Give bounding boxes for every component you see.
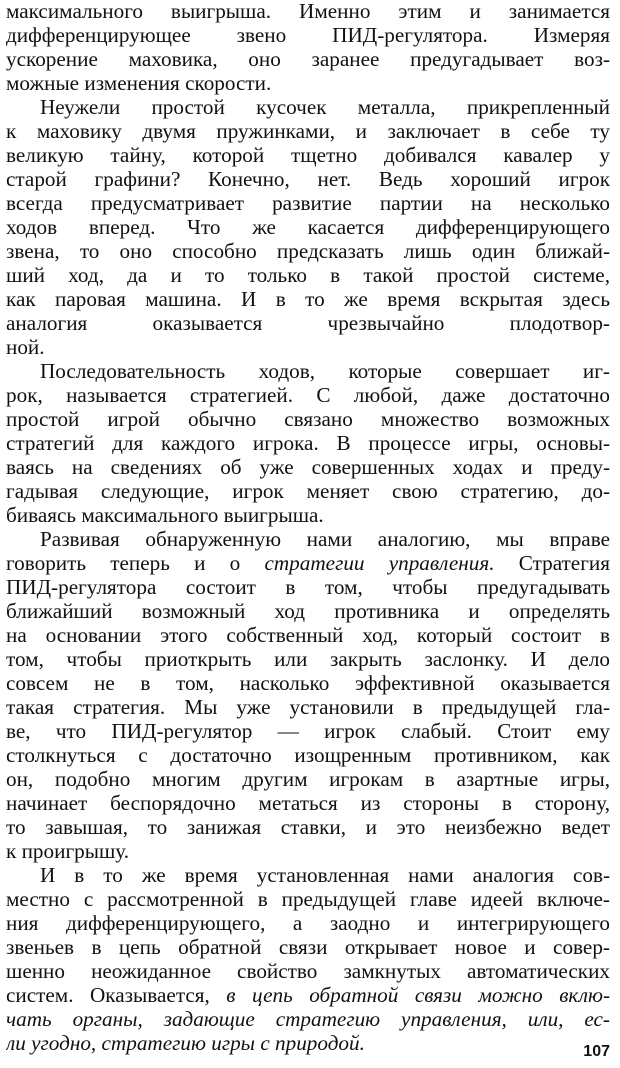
text-line: шенно неожиданное свойство замкнутых автоматических (6, 960, 610, 983)
text-line: Развивая обнаруженную нами аналогию, мы вправе (40, 528, 610, 551)
text-line: ускорение маховика, оно заранее предугадывает воз- (6, 48, 610, 71)
text-line: максимального выигрыша. Именно этим и занимается (6, 0, 610, 23)
text-line: великую тайну, которой тщетно добивался кавалер у (6, 144, 610, 167)
text-line: то завышая, то занижая ставки, и это неизбежно ведет (6, 816, 610, 839)
text-line: простой игрой обычно связано множество возможных (6, 408, 610, 431)
text-line: совсем не в том, насколько эффективной оказывается (6, 672, 610, 695)
text-line: ваясь на сведениях об уже совершенных ходах и преду- (6, 456, 610, 479)
text-line: ве, что ПИД-регулятор — игрок слабый. Стоит ему (6, 720, 610, 743)
text-line: на основании этого собственный ход, который состоит в (6, 624, 610, 647)
text-run: говорить теперь и о (6, 552, 265, 575)
italic-term: в цепь обратной связи можно вклю- (226, 984, 610, 1007)
text-line: ния дифференцирующего, а заодно и интегрирующего (6, 912, 610, 935)
text-line: ходов вперед. Что же касается дифференцирующего (6, 216, 610, 239)
text-line: местно с рассмотренной в предыдущей главе идеей включе- (6, 888, 610, 911)
text-line: ближайший возможный ход противника и определять (6, 600, 610, 623)
page-number: 107 (583, 1043, 610, 1060)
text-line: такая стратегия. Мы уже установили в предыдущей гла- (6, 696, 610, 719)
text-line: начинает беспорядочно метаться из стороны в сторону, (6, 792, 610, 815)
italic-term: стратегии управления. (264, 552, 495, 575)
text-line: старой графини? Конечно, нет. Ведь хороший игрок (6, 168, 610, 191)
text-line: том, чтобы приоткрыть или закрыть заслонку. И дело (6, 648, 610, 671)
text-line: ший ход, да и то только в такой простой системе, (6, 264, 610, 287)
text-line: к проигрышу. (6, 840, 130, 863)
text-line: столкнуться с достаточно изощренным противником, как (6, 744, 610, 767)
text-line: звеньев в цепь обратной связи открывает новое и совер- (6, 936, 610, 959)
text-line: ПИД-регулятора состоит в том, чтобы предугадывать (6, 576, 610, 599)
text-line (6, 984, 610, 1007)
text-run: Стратегия (494, 552, 610, 575)
text-line: рок, называется стратегией. С любой, даже достаточно (6, 384, 610, 407)
text-line: стратегий для каждого игрока. В процессе игры, основы- (6, 432, 610, 455)
text-line: гадывая следующие, игрок меняет свою стратегию, до- (6, 480, 610, 503)
text-line: чать органы, задающие стратегию управления, или, ес- (6, 1008, 610, 1031)
text-line: аналогия оказывается чрезвычайно плодотвор- (6, 312, 610, 335)
text-line: можные изменения скорости. (6, 72, 272, 95)
text-line: ной. (6, 336, 45, 359)
text-line: ли угодно, стратегию игры с природой. (6, 1032, 365, 1055)
text-line (6, 552, 610, 575)
text-line: он, подобно многим другим игрокам в азартные игры, (6, 768, 610, 791)
text-line: Последовательность ходов, которые совершает иг- (40, 360, 610, 383)
text-line: как паровая машина. И в то же время вскрытая здесь (6, 288, 610, 311)
text-line: биваясь максимального выигрыша. (6, 504, 324, 527)
text-line: к маховику двумя пружинками, и заключает в себе ту (6, 120, 610, 143)
text-line: всегда предусматривает развитие партии на несколько (6, 192, 610, 215)
text-line: И в то же время установленная нами аналогия сов- (40, 864, 610, 887)
text-line: Неужели простой кусочек металла, прикрепленный (40, 96, 610, 119)
text-line: звена, то оно способно предсказать лишь один ближай- (6, 240, 610, 263)
text-run: систем. Оказывается, (6, 984, 227, 1007)
text-line: дифференцирующее звено ПИД-регулятора. Измеряя (6, 24, 610, 47)
